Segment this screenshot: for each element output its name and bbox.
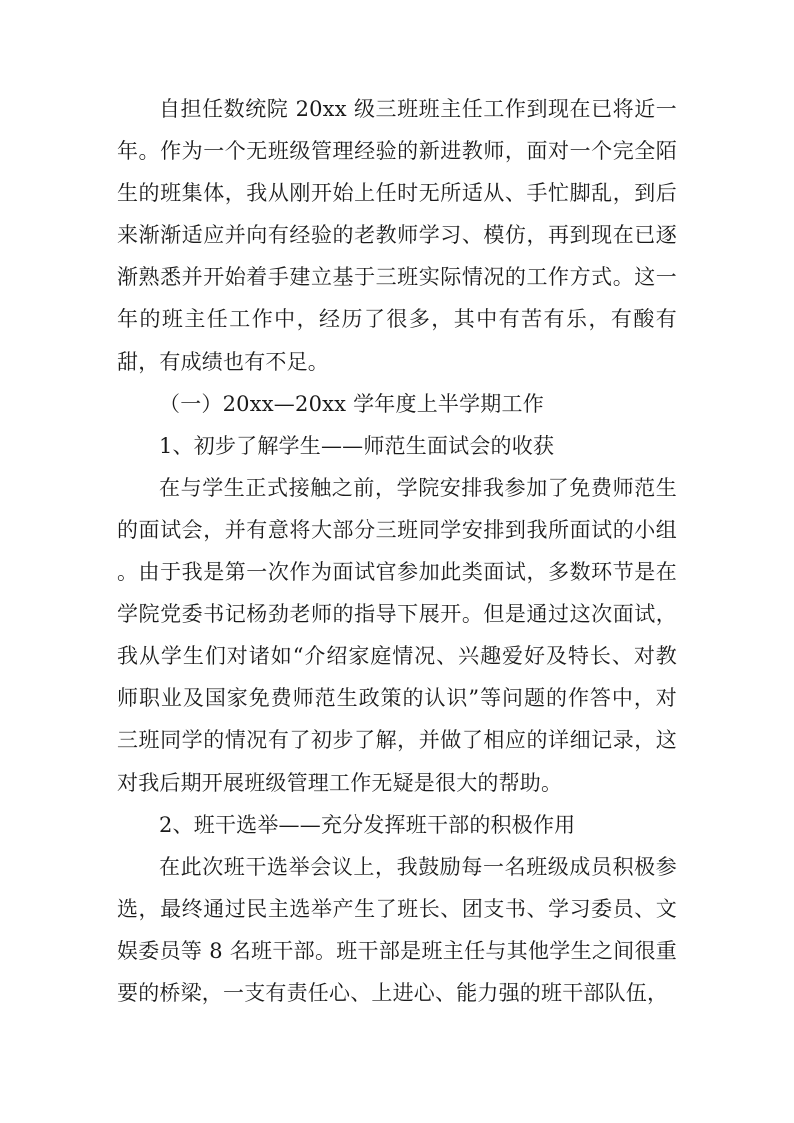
interview-paragraph: 在与学生正式接触之前，学院安排我参加了免费师范生的面试会，并有意将大部分三班同学安排到我所面试的小组 。由于我是第一次作为面试官参加此类面试，多数环节是在学院党委书记杨劲老师的指导下展开。但是通过这次面试，我从学生们对诸如“介绍家庭情况、兴趣爱好及特长、对教师职业及国家免费师范生政策的认识”等问题的作答中，对三班同学的情况有了初步了解，并做了相应的详细记录，这对我后期开展班级管理工作无疑是很大的帮助。 (117, 475, 677, 795)
intro-paragraph: 自担任数统院 20xx 级三班班主任工作到现在已将近一年。作为一个无班级管理经验的新进教师，面对一个完全陌生的班集体，我从刚开始上任时无所适从、手忙脚乱，到后来渐渐适应并向有经验的老教师学习、模仿，再到现在已逐渐熟悉并开始着手建立基于三班实际情况的工作方式。这一年的班主任工作中，经历了很多，其中有苦有乐，有酸有甜，有成绩也有不足。 (117, 97, 677, 374)
subsection-heading-1: 1、初步了解学生——师范生面试会的收获 (159, 433, 555, 458)
subsection-heading-2: 2、班干选举——充分发挥班干部的积极作用 (159, 812, 576, 837)
election-paragraph: 在此次班干选举会议上，我鼓励每一名班级成员积极参选，最终通过民主选举产生了班长、团支书、学习委员、文娱委员等 8 名班干部。班干部是班主任与其他学生之间很重要的桥梁，一支有责任心、上进心、能力强的班干部队伍， (117, 854, 677, 1005)
document-body (117, 88, 677, 1014)
section-heading: （一）20xx—20xx 学年度上半学期工作 (159, 391, 544, 416)
